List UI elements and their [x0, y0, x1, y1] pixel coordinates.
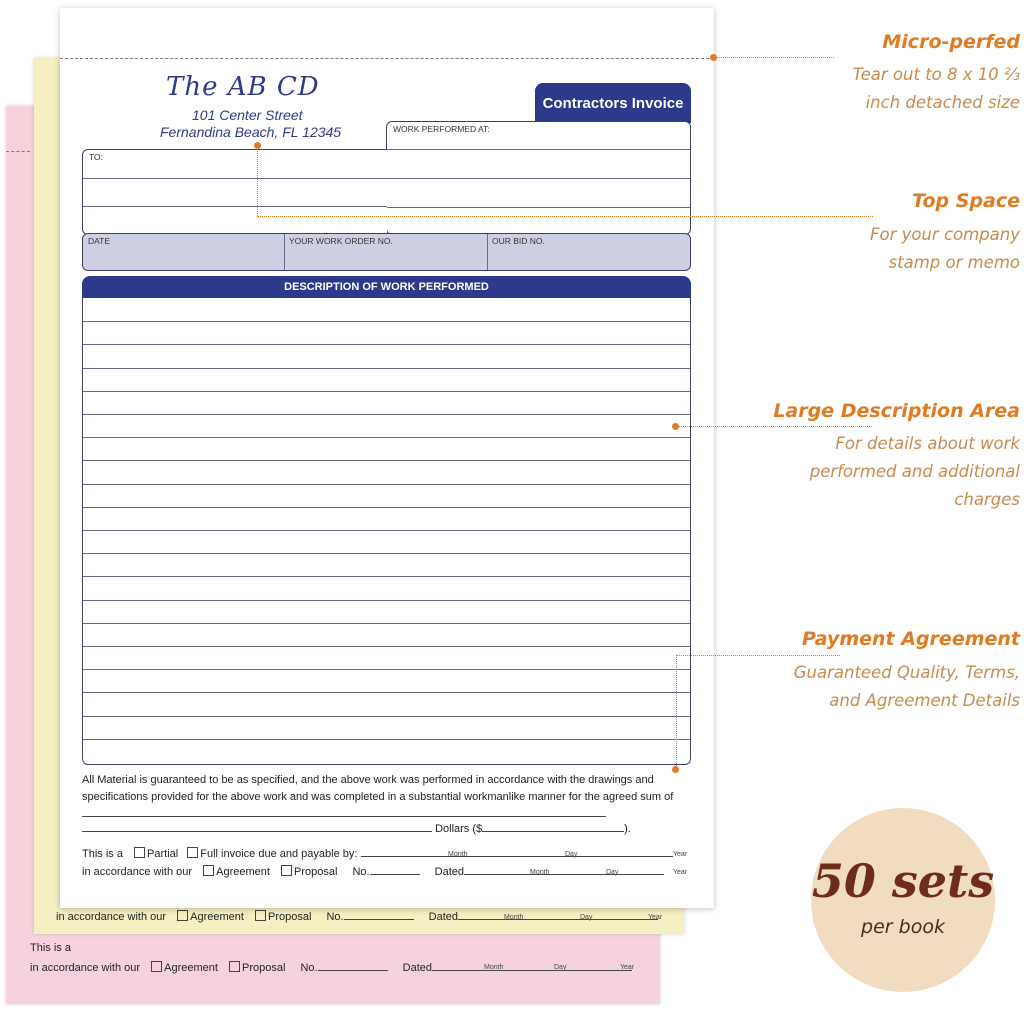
agreement-checkbox[interactable] — [203, 865, 214, 876]
invoice-type-row: This is a Partial Full invoice due and payable by: — [82, 847, 673, 860]
top-space-dot — [254, 142, 261, 149]
work-order-label: YOUR WORK ORDER NO. — [289, 236, 393, 246]
description-rule-line — [83, 484, 690, 485]
callout-micro-perfed-text: Tear out to 8 x 10 ⅔ inch detached size — [852, 65, 1020, 112]
yellow-month-label: Month — [504, 914, 524, 921]
callout-description-title: Large Description Area — [773, 400, 1020, 422]
description-rule-line — [83, 507, 690, 508]
pink-agreement-checkbox[interactable] — [151, 961, 162, 972]
address-line-2: Fernandina Beach, FL 12345 — [160, 124, 342, 140]
description-rule-line — [83, 692, 690, 693]
callout-description-text: For details about work performed and additional charges — [809, 434, 1020, 509]
badge-count: 50 sets — [811, 854, 995, 908]
pink-month-label: Month — [484, 964, 504, 971]
partial-checkbox[interactable] — [134, 847, 145, 858]
description-rule-line — [83, 623, 690, 624]
invoice-title: Contractors Invoice — [535, 83, 691, 123]
micro-perfed-connector — [714, 57, 834, 58]
callout-top-space-title: Top Space — [911, 190, 1020, 212]
description-rule-line — [83, 716, 690, 717]
address-line-1: 101 Center Street — [192, 107, 303, 123]
top-space-connector-vertical — [257, 146, 258, 216]
description-rule-line — [83, 669, 690, 670]
description-rule-line — [83, 530, 690, 531]
work-performed-at-box[interactable] — [386, 121, 691, 235]
description-rule-line — [83, 646, 690, 647]
due-month-label: Month — [448, 851, 468, 858]
date-order-bid-row — [82, 233, 691, 271]
description-rule-line — [83, 414, 690, 415]
description-rule-line — [83, 739, 690, 740]
white-original-sheet — [60, 8, 714, 908]
pink-perforation — [6, 151, 30, 152]
callout-payment-text: Guaranteed Quality, Terms, and Agreement Details — [793, 663, 1020, 710]
proposal-checkbox[interactable] — [281, 865, 292, 876]
callout-micro-perfed-title: Micro-perfed — [882, 31, 1020, 53]
dated-month-label: Month — [530, 869, 550, 876]
pink-proposal-checkbox[interactable] — [229, 961, 240, 972]
dated-day-label: Day — [606, 869, 619, 876]
description-rule-line — [83, 437, 690, 438]
yellow-year-label: Year — [648, 914, 663, 921]
description-rule-line — [83, 344, 690, 345]
due-day-label: Day — [565, 851, 578, 858]
guarantee-paragraph: All Material is guaranteed to be as specified, and the above work was performed in accordance with the drawings and specifications provided for the above work and was completed in a substantial workmanlike manner for the agreed sum of — [82, 772, 702, 823]
full-invoice-checkbox[interactable] — [187, 847, 198, 858]
description-dot — [672, 423, 679, 430]
description-rule-line — [83, 368, 690, 369]
bid-label: OUR BID NO. — [492, 236, 545, 246]
sets-per-book-badge — [811, 808, 995, 992]
micro-perforation-line — [60, 58, 714, 59]
accordance-row: in accordance with our Agreement Proposal No. Dated — [82, 865, 664, 878]
yellow-proposal-checkbox[interactable] — [255, 910, 266, 921]
description-connector — [676, 426, 872, 427]
yellow-accordance-row: in accordance with our Agreement Proposal No. Dated — [56, 910, 658, 923]
to-label: TO: — [89, 152, 104, 162]
work-performed-at-label: WORK PERFORMED AT: — [393, 124, 490, 134]
payment-connector-vertical — [676, 655, 677, 770]
description-rule-line — [83, 460, 690, 461]
dated-year-label: Year — [673, 869, 688, 876]
description-rule-line — [83, 576, 690, 577]
pink-accordance-row: in accordance with our Agreement Proposal No. Dated — [30, 961, 632, 974]
callout-top-space-text: For your company stamp or memo — [869, 225, 1020, 272]
top-space-connector — [257, 216, 873, 217]
description-area[interactable] — [82, 298, 691, 765]
description-header: DESCRIPTION OF WORK PERFORMED — [82, 276, 691, 298]
micro-perfed-dot — [710, 54, 717, 61]
yellow-day-label: Day — [580, 914, 593, 921]
pink-year-label: Year — [620, 964, 635, 971]
yellow-agreement-checkbox[interactable] — [177, 910, 188, 921]
company-logo: The AB CD — [166, 72, 320, 102]
description-rule-line — [83, 553, 690, 554]
dollars-row: Dollars ($ ). — [82, 823, 631, 835]
date-label: DATE — [88, 236, 111, 246]
description-rule-line — [83, 600, 690, 601]
to-address-box[interactable] — [82, 149, 387, 235]
description-rule-line — [83, 391, 690, 392]
pink-day-label: Day — [554, 964, 567, 971]
payment-dot — [672, 766, 679, 773]
callout-payment-title: Payment Agreement — [802, 628, 1020, 650]
description-rule-line — [83, 321, 690, 322]
payment-connector — [676, 655, 840, 656]
due-year-label: Year — [673, 851, 688, 858]
pink-this-is-a-row: This is a — [30, 942, 71, 954]
badge-subtitle: per book — [861, 916, 945, 938]
